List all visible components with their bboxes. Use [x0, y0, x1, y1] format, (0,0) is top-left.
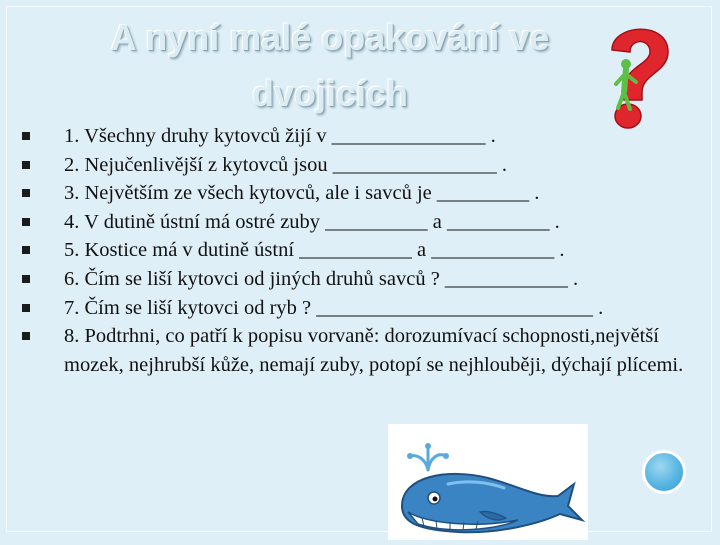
- whale-image: [388, 424, 588, 540]
- list-item: [22, 122, 692, 151]
- list-item: [22, 179, 692, 208]
- list-item: [22, 236, 692, 265]
- bullet-icon: [22, 304, 30, 312]
- bullet-icon: [22, 275, 30, 283]
- title-line-1: A nyní malé opakování ve: [110, 17, 550, 58]
- question-text: 8. Podtrhni, co patří k popisu vorvaně: dorozumívací schopnosti,největší mozek, nejhrubší kůže, nemají zuby, potopí se nejhlouběji, dýchají plícemi.: [64, 325, 684, 376]
- question-text: 3. Největším ze všech kytovců, ale i savců je _________ .: [64, 182, 540, 205]
- question-text: 1. Všechny druhy kytovců žijí v _______________ .: [64, 125, 496, 147]
- bullet-icon: [22, 132, 30, 140]
- decorative-circle-icon: [642, 450, 686, 494]
- whale-illustration-icon: [388, 424, 588, 540]
- list-item: [22, 208, 692, 237]
- question-text: 5. Kostice má v dutině ústní ___________ a ____________ .: [64, 239, 565, 262]
- list-item: [22, 151, 692, 180]
- list-item: [22, 265, 692, 294]
- bullet-icon: [22, 246, 30, 254]
- title-line-2: dvojicích: [251, 73, 409, 114]
- question-mark-figure-icon: [580, 12, 680, 137]
- list-item: [22, 294, 692, 323]
- question-text: 6. Čím se liší kytovci od jiných druhů savců ? ____________ .: [64, 267, 579, 290]
- question-text: 2. Nejučenlivější z kytovců jsou ________________ .: [64, 153, 507, 176]
- question-list: [22, 122, 692, 379]
- bullet-icon: [22, 189, 30, 197]
- list-item: [22, 322, 692, 379]
- bullet-icon: [22, 161, 30, 169]
- slide-title: [60, 10, 600, 122]
- bullet-icon: [22, 332, 30, 340]
- question-text: 4. V dutině ústní má ostré zuby __________ a __________ .: [64, 210, 560, 233]
- bullet-icon: [22, 218, 30, 226]
- question-text: 7. Čím se liší kytovci od ryb ? ___________________________ .: [64, 296, 604, 319]
